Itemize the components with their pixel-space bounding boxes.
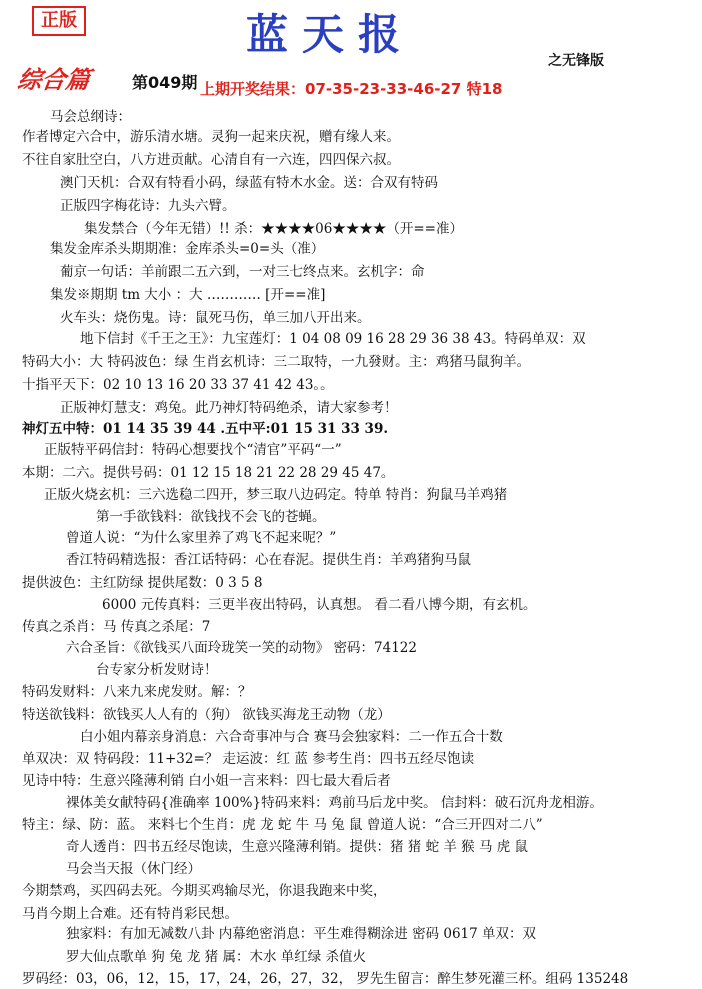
content-line: 裸体美女献特码{准确率 100%}特码来料：鸡前马后龙中奖。 信封料：破石沉舟龙相游。 [66, 795, 603, 811]
content-line: 台专家分析发财诗！ [96, 662, 218, 678]
content-line: 正版四字梅花诗：九头六臂。 [60, 198, 236, 214]
content-line: 火车头：烧伤鬼。诗：鼠死马伤，单三加八开出来。 [60, 310, 371, 326]
content-line: 澳门天机：合双有特看小码，绿蓝有特木水金。送：合双有特码 [60, 175, 438, 191]
content-line: 正版神灯慧支：鸡兔。此乃神灯特码绝杀，请大家参考！ [60, 400, 398, 416]
content-line: 今期禁鸡，买四码去死。今期买鸡输尽光，你退我跑来中奖， [22, 883, 387, 899]
content-line: 不往自家肚空白，八方进贡献。心清自有一六连，四四保六叔。 [22, 152, 400, 168]
content-line: 特主：绿、防：蓝。 来料七个生肖：虎 龙 蛇 牛 马 兔 鼠 曾道人说：“合三开四对二八” [22, 817, 543, 833]
content-line: 特送欲钱料：欲钱买人人有的（狗） 欲钱买海龙王动物（龙） [22, 707, 391, 723]
content-line: 单双决：双 特码段：11+32=？ 走运波：红 蓝 参考生肖：四书五经尽饱读 [22, 751, 475, 767]
content-line: 地下信封《千王之王》：九宝莲灯：1 04 08 09 16 28 29 36 38 43。特码单双：双 [80, 331, 586, 347]
content-line: 马会当天报（休门经） [66, 861, 201, 877]
content-line: 罗码经：03，06，12，15，17，24，26，27，32， 罗先生留言：醉生梦死灌三杯。组码 135248 [22, 971, 629, 987]
section-label: 综合篇 [15, 65, 92, 94]
content-line: 集发禁合（今年无错）!! 杀：★★★★06★★★★（开==准） [84, 221, 463, 237]
content-line: 六合圣旨：《欲钱买八面玲珑笑一笑的动物》 密码：74122 [66, 640, 417, 656]
last-draw-result: 上期开奖结果：07-35-23-33-46-27 特18 [200, 80, 503, 98]
content-line: 作者博定六合中，游乐清水塘。灵狗一起来庆祝，赠有缘人来。 [22, 129, 400, 145]
content-line: 特码大小：大 特码波色：绿 生肖玄机诗：三二取特，一九發财。主：鸡猪马鼠狗羊。 [22, 354, 531, 370]
newspaper-title: 蓝天报 [246, 10, 415, 59]
content-line: 曾道人说：“为什么家里养了鸡飞不起来呢？” [66, 530, 337, 546]
content-line: 独家料：有加无减数八卦 内幕绝密消息：平生难得糊涂进 密码 0617 单双：双 [66, 926, 537, 942]
content-line: 集发金库杀头期期准：金库杀头=0=头（准） [50, 241, 325, 257]
content-line: 十指平天下：02 10 13 16 20 33 37 41 42 43。。 [22, 377, 334, 393]
content-line: 本期：二六。提供号码：01 12 15 18 21 22 28 29 45 47。 [22, 465, 395, 481]
content-line: 神灯五中特：01 14 35 39 44 .五中平:01 15 31 33 39. [22, 421, 389, 437]
content-line: 白小姐内幕亲身消息：六合奇事冲与合 赛马会独家料：二一作五合十数 [80, 729, 503, 745]
content-line: 见诗中特：生意兴隆薄利销 白小姐一言来料：四七最大看后者 [22, 773, 391, 789]
content-line: 6000 元传真料：三更半夜出特码，认真想。 看二看八博今期，有玄机。 [102, 597, 537, 613]
content-line: 正版特平码信封：特码心想要找个“清官”平码“一” [44, 442, 342, 458]
genuine-badge: 正版 [32, 6, 86, 36]
issue-number: 第049期 [132, 73, 198, 92]
content-line: 传真之杀肖：马 传真之杀尾：7 [22, 619, 211, 635]
content-line: 香江特码精选报：香江话特码：心在春泥。提供生肖：羊鸡猪狗马鼠 [66, 552, 471, 568]
content-line: 第一手欲钱料：欲钱找不会飞的苍蝇。 [96, 509, 326, 525]
content-line: 马肖今期上合难。还有特肖彩民想。 [22, 906, 238, 922]
content-line: 提供波色：主红防绿 提供尾数：0 3 5 8 [22, 575, 263, 591]
content-line: 葡京一句话：羊前跟二五六到，一对三七终点来。玄机字：命 [60, 264, 425, 280]
content-line: 罗大仙点歌单 狗 兔 龙 猪 属：木水 单红绿 杀值火 [66, 949, 367, 965]
content-line: 马会总纲诗： [50, 109, 131, 125]
content-line: 奇人透肖：四书五经尽饱读，生意兴隆薄利销。提供：猪 猪 蛇 羊 猴 马 虎 鼠 [66, 839, 529, 855]
content-line: 正版火烧玄机：三六选稳二四开，梦三取八边码定。特单 特肖：狗鼠马羊鸡猪 [44, 487, 508, 503]
edition-label: 之无锋版 [548, 53, 604, 69]
content-line: 集发※期期 tm 大小 ：大 ………… [开==准] [50, 287, 326, 303]
content-line: 特码发财料：八来九来虎发财。解：？ [22, 684, 252, 700]
